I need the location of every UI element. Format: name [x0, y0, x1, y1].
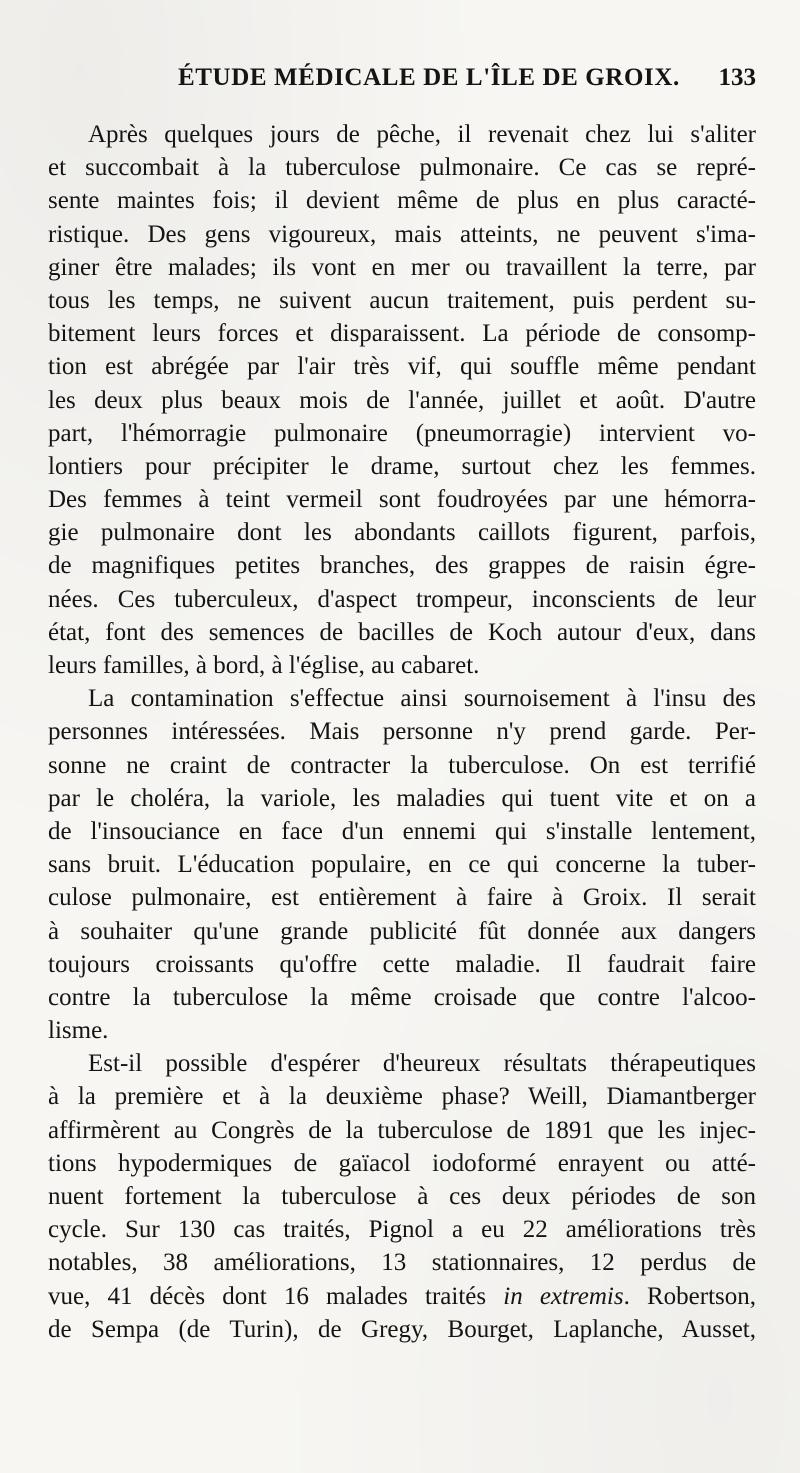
text-line: de l'insouciance en face d'un ennemi qui s'installe lentement,	[48, 817, 756, 845]
text-line: tions hypodermiques de gaïacol iodoformé enrayent ou atté-	[48, 1149, 756, 1177]
text-line: les deux plus beaux mois de l'année, juillet et août. D'autre	[48, 386, 756, 414]
text-line: Après quelques jours de pêche, il revenait chez lui s'aliter	[88, 121, 756, 148]
text-line: nées. Ces tuberculeux, d'aspect trompeur, inconscients de leur	[48, 585, 756, 613]
text-line: ristique. Des gens vigoureux, mais atteints, ne peuvent s'ima-	[48, 220, 756, 248]
text-line: Est-il possible d'espérer d'heureux résultats thérapeutiques	[88, 1050, 756, 1078]
text-line: part, l'hémorragie pulmonaire (pneumorragie) intervient vo-	[48, 419, 756, 447]
text-line	[48, 1280, 756, 1313]
text-line: giner être malades; ils vont en mer ou travaillent la terre, par	[48, 253, 756, 281]
text-line: état, font des semences de bacilles de Koch autour d'eux, dans	[48, 618, 756, 646]
text-line: cycle. Sur 130 cas traités, Pignol a eu 22 améliorations très	[48, 1216, 756, 1244]
text-line: sente maintes fois; il devient même de plus en plus caracté-	[48, 187, 756, 215]
text-line: par le choléra, la variole, les maladies qui tuent vite et on a	[48, 784, 756, 812]
text-line: de Sempa (de Turin), de Gregy, Bourget, Laplanche, Ausset,	[48, 1315, 756, 1343]
page-number: 133	[718, 64, 756, 91]
text-line: à la première et à la deuxième phase? Weill, Diamantberger	[48, 1083, 756, 1111]
text-fragment: vue, 41 décès dont 16 malades traités	[48, 1282, 487, 1310]
text-line: La contamination s'effectue ainsi sournoisement à l'insu des	[88, 685, 756, 713]
text-line: notables, 38 améliorations, 13 stationnaires, 12 perdus de	[48, 1249, 756, 1277]
page-header	[48, 64, 756, 104]
text-line: sonne ne craint de contracter la tuberculose. On est terrifié	[48, 751, 756, 779]
text-line: lisme.	[48, 1017, 109, 1045]
text-line: et succombait à la tuberculose pulmonaire. Ce cas se repré-	[48, 154, 756, 182]
body-text	[48, 118, 756, 1346]
text-line: lontiers pour précipiter le drame, surtout chez les femmes.	[48, 452, 756, 480]
text-line: leurs familles, à bord, à l'église, au cabaret.	[48, 652, 480, 679]
text-line: bitement leurs forces et disparaissent. La période de consomp-	[48, 320, 756, 348]
text-line: tion est abrégée par l'air très vif, qui souffle même pendant	[48, 353, 756, 381]
text-line: tous les temps, ne suivent aucun traitement, puis perdent su-	[48, 286, 756, 314]
text-line: affirmèrent au Congrès de la tuberculose de 1891 que les injec-	[48, 1116, 756, 1144]
text-line: Des femmes à teint vermeil sont foudroyées par une hémorra-	[48, 486, 756, 514]
running-title: ÉTUDE MÉDICALE DE L'ÎLE DE GROIX.	[178, 64, 680, 91]
text-line: personnes intéressées. Mais personne n'y prend garde. Per-	[48, 718, 756, 746]
text-line: toujours croissants qu'offre cette maladie. Il faudrait faire	[48, 950, 756, 978]
text-line: sans bruit. L'éducation populaire, en ce qui concerne la tuber-	[48, 851, 756, 879]
text-line: culose pulmonaire, est entièrement à faire à Groix. Il serait	[48, 884, 756, 912]
text-line: gie pulmonaire dont les abondants caillots figurent, parfois,	[48, 519, 756, 547]
text-line: contre la tuberculose la même croisade que contre l'alcoo-	[48, 983, 756, 1011]
italic-phrase: in extremis	[503, 1282, 624, 1310]
text-line: de magnifiques petites branches, des grappes de raisin égre-	[48, 552, 756, 580]
text-line: à souhaiter qu'une grande publicité fût donnée aux dangers	[48, 917, 756, 945]
text-fragment: . Robertson,	[623, 1282, 756, 1310]
text-line: nuent fortement la tuberculose à ces deux périodes de son	[48, 1183, 756, 1210]
